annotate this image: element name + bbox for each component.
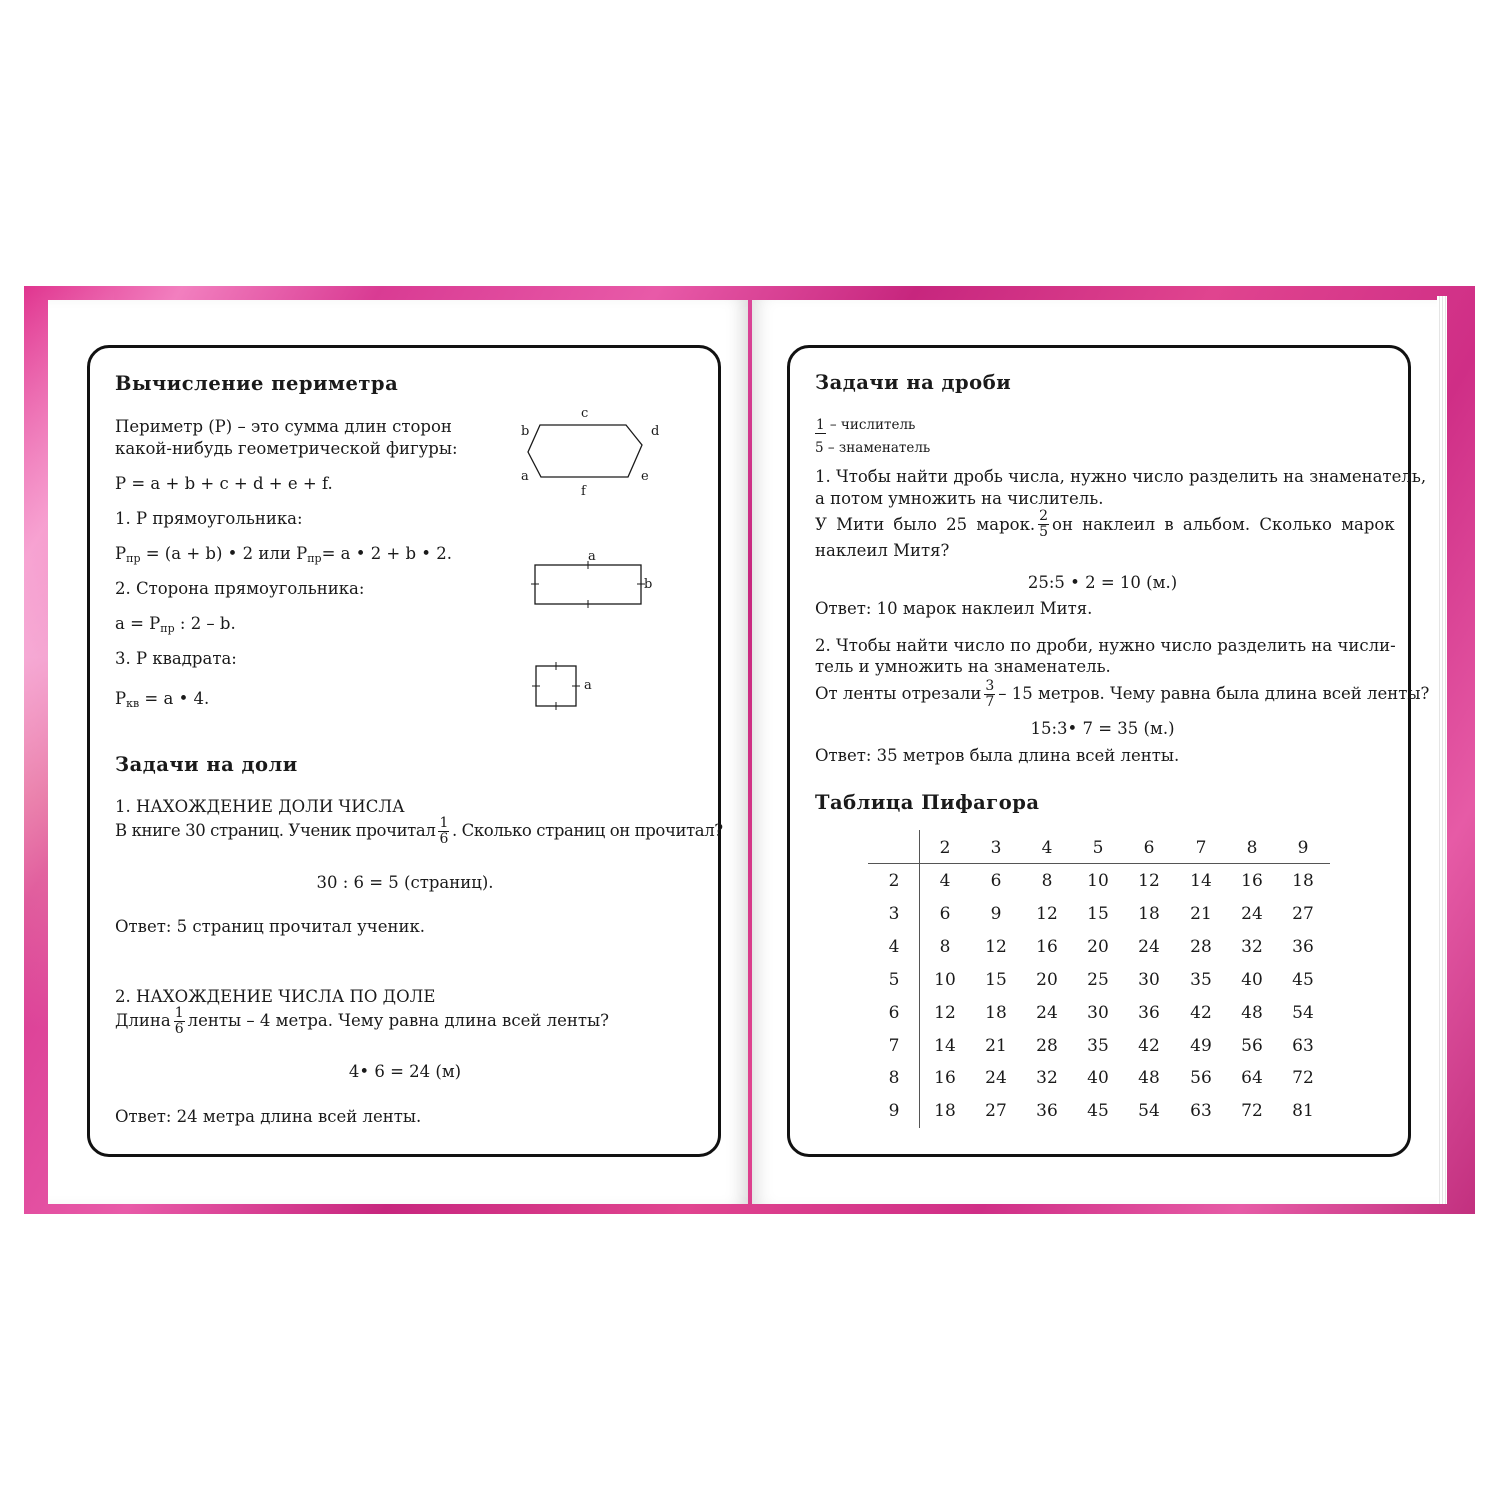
perimeter-title: Вычисление периметра bbox=[115, 372, 399, 395]
fractions-task1-solution: 25:5 • 2 = 10 (м.) bbox=[1027, 573, 1178, 592]
table-cell: 14 bbox=[1190, 871, 1212, 891]
numerator-legend: 1 – числитель bbox=[816, 417, 916, 433]
square-perimeter-heading: 3. Р квадрата: bbox=[115, 649, 237, 668]
table-cell: 25 bbox=[1087, 969, 1109, 990]
rectangle-label-a: a bbox=[588, 549, 596, 564]
table-cell: 54 bbox=[1292, 1002, 1314, 1023]
hexagon-label-c: c bbox=[581, 406, 589, 421]
fractions-rule1-line2: а потом умножить на числитель. bbox=[815, 489, 1104, 508]
table-header-cell: 7 bbox=[1195, 838, 1207, 858]
table-cell: 30 bbox=[1087, 1002, 1109, 1023]
table-cell: 24 bbox=[985, 1068, 1007, 1089]
hexagon-label-d: d bbox=[651, 424, 660, 439]
table-cell: 14 bbox=[934, 1035, 956, 1056]
table-cell: 35 bbox=[1190, 969, 1212, 990]
shares-sub2-answer: Ответ: 24 метра длина всей ленты. bbox=[115, 1107, 422, 1126]
table-cell: 4 bbox=[939, 871, 951, 891]
table-cell: 21 bbox=[985, 1035, 1007, 1056]
table-cell: 32 bbox=[1241, 936, 1263, 957]
table-cell: 21 bbox=[1190, 903, 1212, 924]
table-cell: 42 bbox=[1138, 1035, 1160, 1056]
table-cell: 10 bbox=[1087, 871, 1109, 891]
table-cell: 72 bbox=[1241, 1101, 1263, 1122]
perimeter-definition-line2: какой-нибудь геометрической фигуры: bbox=[115, 439, 458, 458]
table-cell: 6 bbox=[990, 871, 1002, 891]
table-cell: 20 bbox=[1036, 969, 1058, 990]
table-row-label: 3 bbox=[888, 903, 900, 924]
table-cell: 27 bbox=[1292, 903, 1314, 924]
table-row-label: 7 bbox=[888, 1035, 900, 1056]
hexagon-diagram bbox=[510, 400, 670, 500]
table-cell: 54 bbox=[1138, 1101, 1160, 1122]
square-label-a: a bbox=[584, 678, 592, 693]
table-cell: 18 bbox=[1138, 903, 1160, 924]
table-cell: 9 bbox=[990, 903, 1002, 924]
table-cell: 16 bbox=[1241, 871, 1263, 891]
table-cell: 45 bbox=[1087, 1101, 1109, 1122]
table-cell: 12 bbox=[1138, 871, 1160, 891]
shares-sub1-task: В книге 30 страниц. Ученик прочитал $\frac{1}{6}$ . Сколько страниц он прочитал? bbox=[115, 815, 723, 847]
table-cell: 48 bbox=[1138, 1068, 1160, 1089]
table-header-cell: 8 bbox=[1246, 838, 1258, 858]
table-cell: 24 bbox=[1138, 936, 1160, 957]
denominator-legend: 5 – знаменатель bbox=[815, 440, 931, 456]
shares-sub2-title: 2. НАХОЖДЕНИЕ ЧИСЛА ПО ДОЛЕ bbox=[115, 987, 436, 1006]
shares-sub1-solution: 30 : 6 = 5 (страниц). bbox=[316, 873, 494, 892]
table-cell: 18 bbox=[1292, 871, 1314, 891]
table-cell: 8 bbox=[1041, 871, 1053, 891]
table-header-cell: 9 bbox=[1297, 838, 1309, 858]
table-row-label: 2 bbox=[888, 871, 900, 891]
table-cell: 10 bbox=[934, 969, 956, 990]
table-cell: 32 bbox=[1036, 1068, 1058, 1089]
table-cell: 30 bbox=[1138, 969, 1160, 990]
table-cell: 12 bbox=[985, 936, 1007, 957]
table-header-cell: 5 bbox=[1092, 838, 1104, 858]
fractions-rule2-line1: 2. Чтобы найти число по дроби, нужно число разделить на числи- bbox=[815, 636, 1396, 655]
table-cell: 40 bbox=[1241, 969, 1263, 990]
table-row-label: 8 bbox=[888, 1068, 900, 1089]
table-cell: 24 bbox=[1036, 1002, 1058, 1023]
table-cell: 20 bbox=[1087, 936, 1109, 957]
table-cell: 72 bbox=[1292, 1068, 1314, 1089]
table-cell: 28 bbox=[1036, 1035, 1058, 1056]
fractions-rule1-line1: 1. Чтобы найти дробь числа, нужно число разделить на знаменатель, bbox=[815, 467, 1427, 486]
fractions-rule2-line2: тель и умножить на знаменатель. bbox=[815, 657, 1111, 676]
fractions-title: Задачи на дроби bbox=[815, 371, 1012, 394]
table-row-label: 6 bbox=[888, 1002, 900, 1023]
table-cell: 18 bbox=[985, 1002, 1007, 1023]
shares-sub2-task: Длина $\frac{1}{6}$ ленты – 4 метра. Чему равна длина всей ленты? bbox=[115, 1005, 609, 1037]
pythagoras-title: Таблица Пифагора bbox=[815, 791, 1040, 814]
shares-title: Задачи на доли bbox=[115, 753, 298, 776]
table-cell: 36 bbox=[1036, 1101, 1058, 1122]
table-cell: 35 bbox=[1087, 1035, 1109, 1056]
fractions-task1-line2: наклеил Митя? bbox=[815, 541, 950, 560]
rectangle-perimeter-heading: 1. Р прямоугольника: bbox=[115, 509, 303, 528]
pythagoras-table bbox=[868, 830, 1330, 1128]
rectangle-diagram bbox=[525, 545, 665, 615]
table-row-label: 4 bbox=[888, 936, 900, 957]
perimeter-definition-line1: Периметр (Р) – это сумма длин сторон bbox=[115, 417, 452, 436]
table-cell: 27 bbox=[985, 1101, 1007, 1122]
table-cell: 16 bbox=[1036, 936, 1058, 957]
table-cell: 56 bbox=[1190, 1068, 1212, 1089]
table-cell: 24 bbox=[1241, 903, 1263, 924]
table-header-cell: 4 bbox=[1041, 838, 1053, 858]
shares-sub1-answer: Ответ: 5 страниц прочитал ученик. bbox=[115, 917, 426, 936]
table-cell: 63 bbox=[1190, 1101, 1212, 1122]
shares-sub2-solution: 4• 6 = 24 (м) bbox=[348, 1062, 462, 1081]
hexagon-label-f: f bbox=[581, 484, 586, 499]
perimeter-formula: Р = a + b + c + d + e + f. bbox=[115, 474, 333, 493]
table-cell: 15 bbox=[1087, 903, 1109, 924]
rectangle-label-b: b bbox=[644, 577, 653, 592]
table-cell: 8 bbox=[939, 936, 951, 957]
fractions-task1-line1: У Мити было 25 марок. $\frac{2}{5}$ он наклеил в альбом. Сколько марок bbox=[815, 508, 1395, 540]
rectangle-side-heading: 2. Сторона прямоугольника: bbox=[115, 579, 365, 598]
hexagon-label-a: a bbox=[521, 469, 529, 484]
table-header-cell: 3 bbox=[990, 838, 1002, 858]
table-cell: 12 bbox=[1036, 903, 1058, 924]
table-cell: 15 bbox=[985, 969, 1007, 990]
table-cell: 12 bbox=[934, 1002, 956, 1023]
table-cell: 64 bbox=[1241, 1068, 1263, 1089]
table-header-cell: 2 bbox=[939, 838, 951, 858]
table-cell: 56 bbox=[1241, 1035, 1263, 1056]
table-cell: 42 bbox=[1190, 1002, 1212, 1023]
square-diagram bbox=[528, 660, 608, 715]
table-row-label: 9 bbox=[888, 1101, 900, 1122]
table-cell: 18 bbox=[934, 1101, 956, 1122]
fractions-task1-answer: Ответ: 10 марок наклеил Митя. bbox=[815, 599, 1093, 618]
table-cell: 63 bbox=[1292, 1035, 1314, 1056]
fractions-task2-solution: 15:3• 7 = 35 (м.) bbox=[1030, 719, 1175, 738]
table-cell: 40 bbox=[1087, 1068, 1109, 1089]
table-cell: 36 bbox=[1138, 1002, 1160, 1023]
table-cell: 6 bbox=[939, 903, 951, 924]
rectangle-perimeter-formula: $Р_{пр} = (a + b)$ • 2 или $Р_{пр}= a$ • 2 + b • 2. bbox=[115, 544, 453, 565]
shares-sub1-title: 1. НАХОЖДЕНИЕ ДОЛИ ЧИСЛА bbox=[115, 797, 405, 816]
table-cell: 36 bbox=[1292, 936, 1314, 957]
square-perimeter-formula: $Р_{кв} = a$ • 4. bbox=[115, 689, 210, 710]
table-header-cell: 6 bbox=[1143, 838, 1155, 858]
fractions-task2-answer: Ответ: 35 метров была длина всей ленты. bbox=[815, 746, 1180, 765]
table-row-label: 5 bbox=[888, 969, 900, 990]
hexagon-label-e: e bbox=[641, 469, 649, 484]
table-cell: 49 bbox=[1190, 1035, 1212, 1056]
rectangle-side-formula: $a = Р_{пр}$ : 2 – b. bbox=[115, 614, 236, 635]
table-cell: 28 bbox=[1190, 936, 1212, 957]
table-cell: 16 bbox=[934, 1068, 956, 1089]
table-cell: 48 bbox=[1241, 1002, 1263, 1023]
fractions-task2: От ленты отрезали $\frac{3}{7}$ – 15 метров. Чему равна была длина всей ленты? bbox=[815, 678, 1430, 710]
table-horizontal-divider bbox=[868, 863, 1330, 864]
page-edges bbox=[1437, 296, 1447, 1204]
table-vertical-divider bbox=[919, 830, 920, 1128]
table-cell: 45 bbox=[1292, 969, 1314, 990]
hexagon-label-b: b bbox=[521, 424, 530, 439]
table-cell: 81 bbox=[1292, 1101, 1314, 1122]
